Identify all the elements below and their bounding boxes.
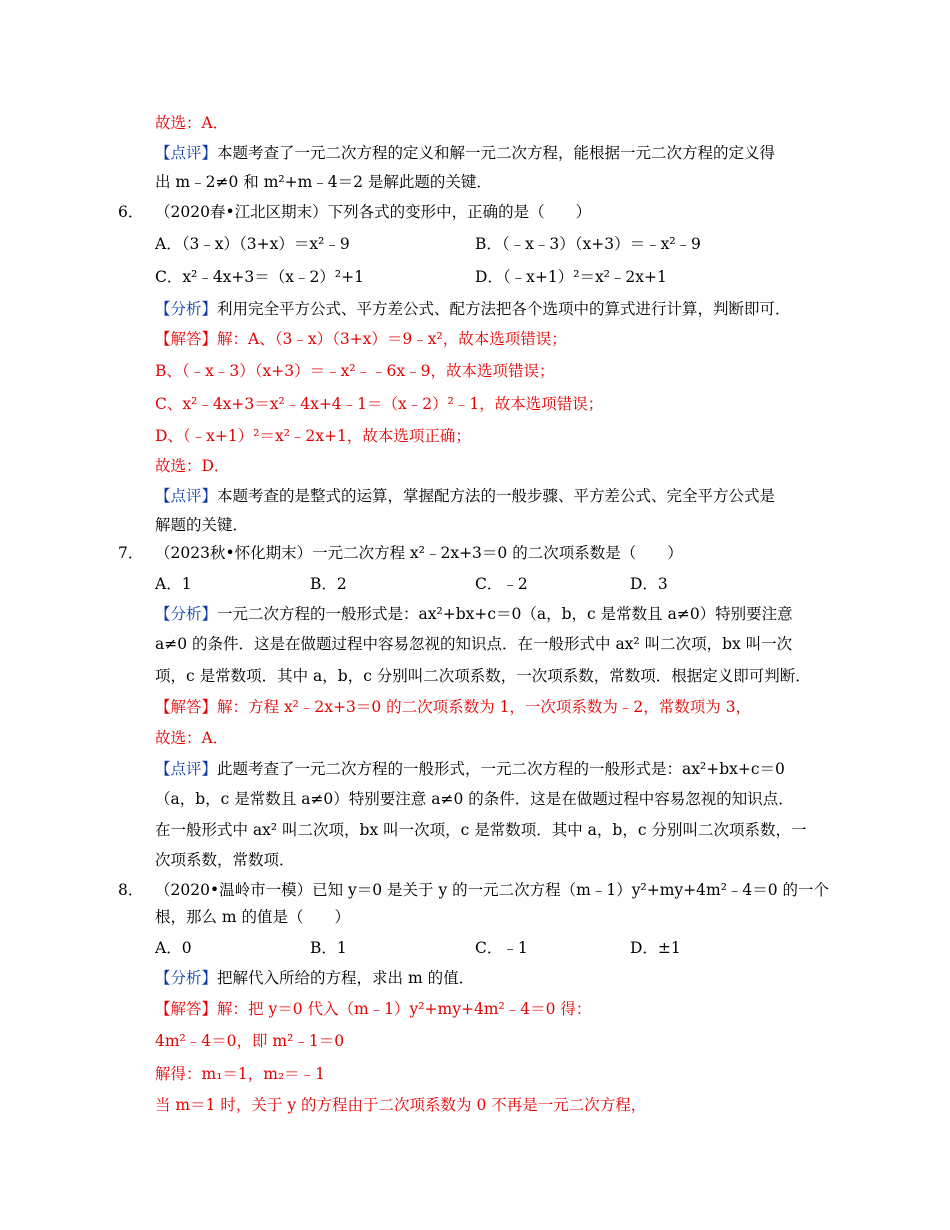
q6-number: 6． bbox=[118, 203, 144, 221]
q8-stem-line2: 根，那么 m 的值是（ ） bbox=[155, 908, 351, 926]
q8-solution-line2: 4m²﹣4＝0，即 m²﹣1＝0 bbox=[155, 1032, 345, 1050]
q8-analysis: 【分析】把解代入所给的方程，求出 m 的值． bbox=[155, 969, 475, 987]
q6-option-c: C．x²﹣4x+3＝（x﹣2）²+1 bbox=[155, 268, 364, 286]
q7-option-b: B．2 bbox=[310, 575, 347, 593]
comment-tag: 【点评】 bbox=[155, 144, 218, 162]
q5-choose: 故选：A． bbox=[155, 114, 229, 132]
q5-comment-line1: 【点评】本题考查了一元二次方程的定义和解一元二次方程，能根据一元二次方程的定义得 bbox=[155, 144, 776, 162]
q7-comment-line3: 在一般形式中 ax² 叫二次项，bx 叫一次项，c 是常数项．其中 a，b，c 分别叫二次项系数，一 bbox=[155, 821, 807, 839]
solution-tag: 【解答】 bbox=[155, 1000, 218, 1018]
comment-tag: 【点评】 bbox=[155, 487, 218, 505]
q7-stem: （2023秋•怀化期末）一元二次方程 x²﹣2x+3＝0 的二次项系数是（ ） bbox=[155, 544, 683, 562]
q7-option-a: A．1 bbox=[155, 575, 192, 593]
q7-comment-line2: （a，b，c 是常数且 a≠0）特别要注意 a≠0 的条件．这是在做题过程中容易忽视的知识点． bbox=[155, 790, 794, 808]
q7-comment-line4: 次项系数，常数项． bbox=[155, 851, 295, 869]
q6-comment-line2: 解题的关键． bbox=[155, 516, 249, 534]
q7-comment-line1: 【点评】此题考查了一元二次方程的一般形式，一元二次方程的一般形式是：ax²+bx+c＝0 bbox=[155, 760, 785, 778]
q6-option-b: B．（﹣x﹣3）（x+3）＝﹣x²﹣9 bbox=[475, 235, 701, 253]
solution-tag: 【解答】 bbox=[155, 330, 218, 348]
q7-option-c: C．﹣2 bbox=[475, 575, 528, 593]
q6-option-d: D．（﹣x+1）²＝x²﹣2x+1 bbox=[475, 268, 667, 286]
q7-analysis-line1: 【分析】一元二次方程的一般形式是：ax²+bx+c＝0（a，b，c 是常数且 a≠0）特别要注意 bbox=[155, 605, 793, 623]
comment-tag: 【点评】 bbox=[155, 760, 218, 778]
q6-solution-line4: D、（﹣x+1）²＝x²﹣2x+1，故本选项正确； bbox=[155, 427, 471, 445]
q7-number: 7． bbox=[118, 544, 144, 562]
q8-option-c: C．﹣1 bbox=[475, 939, 528, 957]
q6-analysis: 【分析】利用完全平方公式、平方差公式、配方法把各个选项中的算式进行计算，判断即可． bbox=[155, 300, 791, 318]
q6-solution-line2: B、（﹣x﹣3）（x+3）＝﹣x²﹣﹣6x﹣9，故本选项错误； bbox=[155, 362, 555, 380]
q7-choose: 故选：A． bbox=[155, 729, 229, 747]
q7-analysis-line3: 项，c 是常数项．其中 a，b，c 分别叫二次项系数，一次项系数，常数项．根据定义即可判断． bbox=[155, 667, 811, 685]
q6-solution-line3: C、x²﹣4x+3＝x²﹣4x+4﹣1＝（x﹣2）²﹣1，故本选项错误； bbox=[155, 395, 604, 413]
q8-number: 8． bbox=[118, 881, 144, 899]
q5-comment-line2: 出 m﹣2≠0 和 m²+m﹣4＝2 是解此题的关键． bbox=[155, 173, 492, 191]
q8-solution-line4: 当 m＝1 时，关于 y 的方程由于二次项系数为 0 不再是一元二次方程， bbox=[155, 1096, 647, 1114]
q8-solution-line3: 解得：m₁＝1，m₂＝﹣1 bbox=[155, 1065, 326, 1083]
q8-option-a: A．0 bbox=[155, 939, 192, 957]
q6-stem: （2020春•江北区期末）下列各式的变形中，正确的是（ ） bbox=[155, 203, 592, 221]
q8-option-b: B．1 bbox=[310, 939, 347, 957]
solution-tag: 【解答】 bbox=[155, 698, 218, 716]
q8-solution-line1: 【解答】解：把 y＝0 代入（m﹣1）y²+my+4m²﹣4＝0 得： bbox=[155, 1000, 592, 1018]
q6-solution-line1: 【解答】解：A、（3﹣x）（3+x）＝9﹣x²，故本选项错误； bbox=[155, 330, 567, 348]
q8-stem-line1: （2020•温岭市一模）已知 y＝0 是关于 y 的一元二次方程（m﹣1）y²+my+4m²﹣4＝0 的一个 bbox=[155, 881, 830, 899]
q6-comment-line1: 【点评】本题考查的是整式的运算，掌握配方法的一般步骤、平方差公式、完全平方公式是 bbox=[155, 487, 776, 505]
q6-option-a: A．（3﹣x）（3+x）＝x²﹣9 bbox=[155, 235, 350, 253]
q7-solution: 【解答】解：方程 x²﹣2x+3＝0 的二次项系数为 1，一次项系数为﹣2，常数项为 3， bbox=[155, 698, 752, 716]
analysis-tag: 【分析】 bbox=[155, 300, 218, 318]
q6-choose: 故选：D． bbox=[155, 457, 230, 475]
analysis-tag: 【分析】 bbox=[155, 969, 218, 987]
q8-option-d: D．±1 bbox=[630, 939, 681, 957]
q7-analysis-line2: a≠0 的条件．这是在做题过程中容易忽视的知识点．在一般形式中 ax² 叫二次项，bx 叫一次 bbox=[155, 635, 793, 653]
analysis-tag: 【分析】 bbox=[155, 605, 218, 623]
q7-option-d: D．3 bbox=[630, 575, 668, 593]
